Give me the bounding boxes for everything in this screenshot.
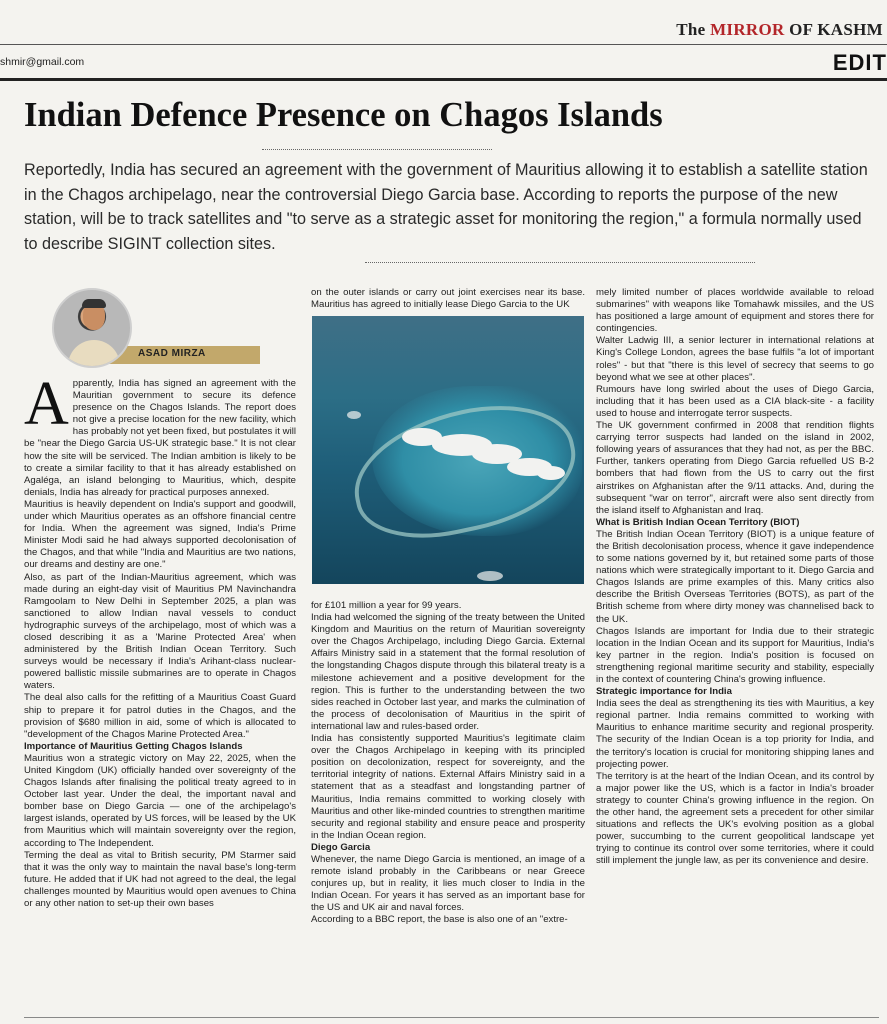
headline-divider	[262, 149, 492, 150]
body-paragraph: mely limited number of places worldwide available to reload submarines" with weapons like Tomahawk missiles, and the US has positioned a large amount of equipment and stores there for contingencies.	[596, 287, 874, 335]
body-paragraph: The deal also calls for the refitting of a Mauritius Coast Guard ship to prepare it for patrol duties in the Chagos, and the provision of $680 million in aid, some of which is allocated to "development of the Chagos Marine Protected Area."	[24, 692, 296, 740]
standfirst-divider	[365, 262, 755, 263]
article-column-1	[24, 370, 296, 910]
subheading: Strategic importance for India	[596, 686, 732, 698]
body-paragraph: India sees the deal as strengthening its ties with Mauritius, a key regional partner. India remains committed to working with Mauritius to enhance maritime security and regional prosperity. The security of the Indian Ocean is a top priority for India, and the territory's location is crucial for monitoring shipping lanes and projecting power.	[596, 698, 874, 770]
newspaper-brand	[676, 20, 883, 40]
body-paragraph: Terming the deal as vital to British security, PM Starmer said that it was the only way to maintain the naval base's long-term future. He added that if UK had not agreed to the deal, the legal challenges mounted by Mauritius would open avenues to China or any other nation to set-up their own bases	[24, 849, 296, 910]
author-photo	[52, 288, 132, 368]
article-column-3	[596, 287, 874, 868]
body-paragraph: Whenever, the name Diego Garcia is mentioned, an image of a remote island probably in the Caribbeans or near Greece conjures up, but in reality, it lies much closer to India in the Indian Ocean. For years it has served as an important base for the US and UK air and naval forces.	[311, 853, 585, 914]
article-standfirst: Reportedly, India has secured an agreement with the government of Mauritius allowing it to establish a satellite station in the Chagos archipelago, near the controversial Diego Garcia base. According to reports the purpose of the new station, will be to track satellites and "to serve as a strategic asset for monitoring the region," a formula normally used to describe SIGINT collection sites.	[24, 161, 868, 253]
body-paragraph: The British Indian Ocean Territory (BIOT) is a unique feature of the British decolonisation process, whence it gave independence to some nations governed by it, but retained some parts of those nations which were strategically important to it. Diego Garcia and Chagos Islands are prime examples of this. Many critics also describe the British Overseas Territories (BOTS), as part of the British scheme from where dirty money was channelised back to the UK.	[596, 528, 874, 625]
article-column-2	[311, 600, 585, 927]
masthead-top-rule	[0, 44, 887, 45]
body-paragraph: The UK government confirmed in 2008 that rendition flights carrying terror suspects had landed on the island in 2002, following years of assurances that they had not, as per the BBC. Further, tankers operating from Diego Garcia refuelled US B-2 bombers that had flown from the US to carry out the first airstrikes on Afghanistan after the 9/11 attacks. And, during the subsequent "war on terror", aircraft were also sent directly from the island itself to Afghanistan and Iraq.	[596, 420, 874, 516]
body-paragraph: Chagos Islands are important for India due to their strategic location in the Indian Ocean and its support for Mauritius, India's key partner in the region. India's position is focused on strengthening regional maritime security and stability, especially in the context of countering China's growing influence.	[596, 625, 874, 685]
body-paragraph: Also, as part of the Indian-Mauritius agreement, which was made during an eight-day visit of Mauritius PM Navinchandra Ramgoolam to New Delhi in September 2025, a plan was sanctioned to allow Indian naval vessels to conduct hydrographic surveys of the archipelago, most of which was a closed describing it as a 'Marine Protected Area' when administered by the British Indian Ocean Territory. Such surveys would be necessary if India's Arihant-class nuclear-powered ballistic missile submarines are to operate in Chagos waters.	[24, 571, 296, 692]
drop-cap: A	[24, 370, 69, 438]
body-paragraph: Rumours have long swirled about the uses of Diego Garcia, including that it has been used as a CIA black-site - a facility used to house and interrogate terror suspects.	[596, 383, 874, 419]
body-paragraph: India had welcomed the signing of the treaty between the United Kingdom and Mauritius on the return of Mauritian sovereignty over the Chagos Archipelago, including Diego Garcia. External Affairs Ministry said in a statement that the formal resolution of the longstanding Chagos dispute through this bilateral treaty is a milestone achievement and a positive development for the region. This is further to the understanding between the two sides reached in October last year, and marks the culmination of the process of decolonisation of Mauritius in the spirit of international law and rules-based order.	[311, 612, 585, 732]
brand-prefix: The	[676, 20, 711, 39]
masthead	[0, 0, 887, 80]
intro-paragraph: Apparently, India has signed an agreement with the Mauritian government to secure its defence presence on the Chagos Islands. The report does not give a precise location for the new facility, which has probably not yet been fixed, but postulates it will be "near the Diego Garcia US-UK strategic base." It is not clear how the site will be serviced. The Indian ambition is likely to be to create a similar facility to that it has already established on Agaléga, an island belonging to Mauritius, which, despite denials, India has already for practical purposes annexed.	[24, 370, 296, 498]
subheading: Diego Garcia	[311, 841, 371, 853]
body-paragraph: for £101 million a year for 99 years.	[311, 600, 462, 611]
body-paragraph: According to a BBC report, the base is also one of an "extre-	[311, 914, 568, 926]
subheading: Importance of Mauritius Getting Chagos Islands	[24, 740, 243, 752]
masthead-bottom-rule	[0, 78, 887, 81]
body-paragraph: The territory is at the heart of the Indian Ocean, and its control by a major power like the US, which is a factor in India's broader strategy to counter China's growing influence in the region. On the other hand, the agreement sets a precedent for other similar situations and reflects the UK's evolving position as a global power, succumbing to the current geopolitical landscape yet trying to continue its control over some territories, where it could still implement the jungle law, as per its convenience and desire.	[596, 770, 874, 867]
body-paragraph: Mauritius is heavily dependent on India's support and goodwill, under which Mauritius operates as an offshore financial centre for India. When the agreement was signed, India's Prime Minister Modi said he had always supported decolonisation of the Chagos, and that while "India and Mauritius are two nations, our dreams and destiny are one."	[24, 498, 296, 571]
brand-mirror: MIRROR	[710, 20, 785, 39]
article-headline: Indian Defence Presence on Chagos Islands	[24, 96, 663, 134]
body-paragraph: India has consistently supported Mauritius's legitimate claim over the Chagos Archipelago in keeping with its principled position on decolonization, respect for sovereignty, and the territorial integrity of nations. External Affairs Ministry said in a statement that as a steadfast and longstanding partner of Mauritius, India remains committed to working closely with Mauritius and other like-minded countries to strengthen maritime security and regional stability and ensure peace and prosperity in the Indian Ocean region.	[311, 733, 585, 841]
diego-garcia-aerial-photo	[312, 316, 584, 584]
section-label: EDIT	[832, 50, 887, 75]
body-paragraph: on the outer islands or carry out joint exercises near its base. Mauritius has agreed to initially lease Diego Garcia to the UK	[311, 287, 585, 311]
contact-email: shmir@gmail.com	[0, 56, 85, 68]
body-paragraph: Mauritius won a strategic victory on May 22, 2025, when the United Kingdom (UK) officially handed over sovereignty of the Chagos Islands after finalising the political treaty agreed to in October last year. Under the deal, the important naval and bomber base on Diego Garcia — one of the archipelago's largest islands, operated by US forces, will be leased by the UK from Mauritius which will maintain sovereignty over the region, according to The Independent.	[24, 752, 296, 849]
subheading: What is British Indian Ocean Territory (BIOT)	[596, 516, 800, 528]
footer-rule	[24, 1017, 879, 1018]
article-column-2-top	[311, 287, 585, 311]
brand-suffix: OF KASHM	[784, 20, 883, 39]
body-paragraph: Walter Ladwig III, a senior lecturer in international relations at King's College London, agrees the base fulfils "a lot of important roles" - but that "there is this level of secrecy that seems to go beyond what we see at other places".	[596, 335, 874, 383]
author-name: ASAD MIRZA	[138, 348, 206, 359]
